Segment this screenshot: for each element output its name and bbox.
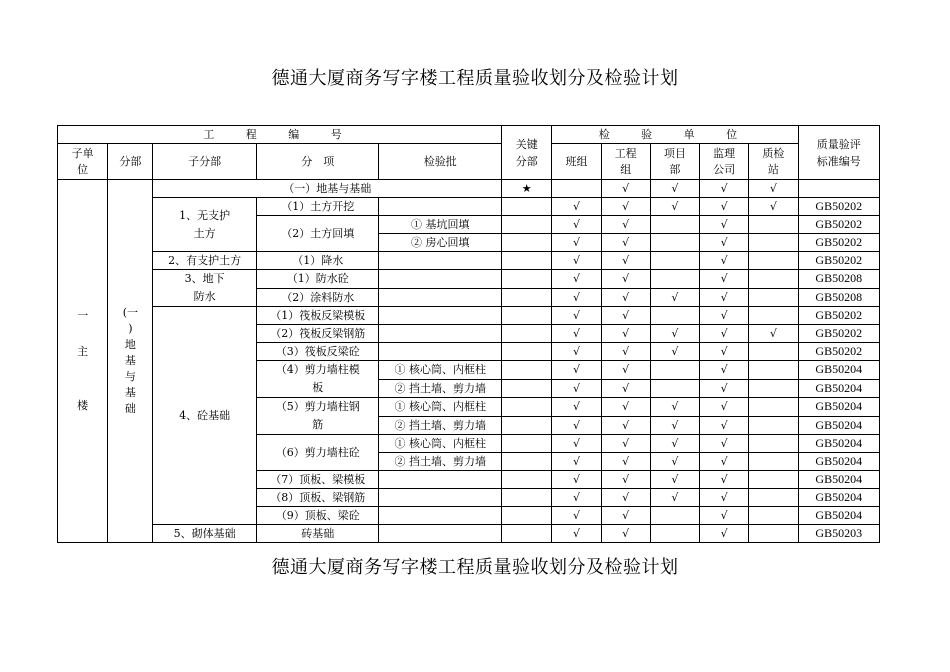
item-cell: （4）剪力墙柱模 板 [256, 361, 379, 398]
header-project-dept: 项目 部 [650, 144, 699, 180]
header-row-1 [58, 126, 880, 144]
batch-cell: ① 核心筒、内框柱 [379, 398, 502, 417]
batch-cell: ② 挡土墙、剪力墙 [379, 416, 502, 435]
check-mark: √ [601, 198, 650, 216]
table-row [58, 252, 880, 270]
check-mark: √ [552, 234, 601, 252]
check-mark: √ [552, 416, 601, 435]
standard-cell: GB50202 [798, 343, 879, 361]
check-mark: √ [650, 471, 699, 489]
check-mark: √ [552, 435, 601, 453]
sub-division-cell: 3、地下 防水 [153, 270, 256, 307]
check-mark: √ [552, 398, 601, 417]
check-mark: √ [552, 216, 601, 234]
division-cell: (一 ) 地 基 与 基 础 [108, 180, 153, 543]
check-mark: √ [700, 525, 749, 543]
check-mark: √ [601, 180, 650, 198]
check-mark: √ [552, 343, 601, 361]
header-row-2 [58, 144, 880, 180]
check-mark: √ [700, 307, 749, 325]
check-mark: √ [601, 453, 650, 471]
check-mark: √ [552, 325, 601, 343]
header-item: 分 项 [256, 144, 379, 180]
check-mark: √ [552, 198, 601, 216]
check-mark: √ [700, 180, 749, 198]
item-cell: （一）地基与基础 [153, 180, 502, 198]
check-mark: √ [749, 180, 798, 198]
header-sub-unit: 子单 位 [58, 144, 108, 180]
check-mark: √ [601, 525, 650, 543]
header-standard-number: 质量验评 标准编号 [798, 126, 879, 180]
standard-cell: GB50204 [798, 416, 879, 435]
standard-cell: GB50202 [798, 216, 879, 234]
table-row [58, 307, 880, 325]
item-cell: （3）筏板反梁砼 [256, 343, 379, 361]
check-mark: √ [700, 198, 749, 216]
header-supervision: 监理 公司 [700, 144, 749, 180]
item-cell: （8）顶板、梁钢筋 [256, 489, 379, 507]
check-mark: √ [601, 325, 650, 343]
check-mark: √ [650, 288, 699, 307]
standard-cell: GB50202 [798, 307, 879, 325]
standard-cell: GB50202 [798, 252, 879, 270]
check-mark: √ [650, 489, 699, 507]
check-mark: √ [700, 234, 749, 252]
item-cell: （1）土方开挖 [256, 198, 379, 216]
check-mark: √ [650, 325, 699, 343]
header-quality-station: 质检 站 [749, 144, 798, 180]
check-mark: √ [552, 471, 601, 489]
standard-cell: GB50202 [798, 234, 879, 252]
item-cell: （2）涂料防水 [256, 288, 379, 307]
check-mark: √ [700, 379, 749, 398]
check-mark: √ [700, 361, 749, 380]
batch-cell: ② 房心回填 [379, 234, 502, 252]
standard-cell: GB50204 [798, 507, 879, 525]
item-cell: （2）土方回填 [256, 216, 379, 252]
check-mark: √ [700, 489, 749, 507]
check-mark: √ [700, 270, 749, 289]
check-mark: √ [700, 471, 749, 489]
standard-cell: GB50204 [798, 489, 879, 507]
check-mark: √ [700, 288, 749, 307]
item-cell: （1）筏板反梁模板 [256, 307, 379, 325]
check-mark: √ [601, 471, 650, 489]
table-row [58, 198, 880, 216]
batch-cell: ② 挡土墙、剪力墙 [379, 453, 502, 471]
check-mark: √ [601, 252, 650, 270]
batch-cell: ① 核心筒、内框柱 [379, 361, 502, 380]
check-mark: √ [552, 307, 601, 325]
check-mark: √ [650, 180, 699, 198]
header-division: 分部 [108, 144, 153, 180]
check-mark: √ [650, 416, 699, 435]
item-cell: （1）防水砼 [256, 270, 379, 289]
inspection-plan-table [57, 125, 880, 543]
item-cell: （2）筏板反梁钢筋 [256, 325, 379, 343]
check-mark: √ [601, 435, 650, 453]
check-mark: √ [700, 435, 749, 453]
check-mark: √ [601, 234, 650, 252]
sub-division-cell: 5、砌体基础 [153, 525, 256, 543]
batch-cell: ② 挡土墙、剪力墙 [379, 379, 502, 398]
check-mark: √ [700, 343, 749, 361]
header-sub-division: 子分部 [153, 144, 256, 180]
check-mark: √ [700, 416, 749, 435]
sub-unit-cell: 一 主 楼 [58, 180, 108, 543]
header-key-division: 关键 分部 [502, 126, 552, 180]
check-mark: √ [552, 270, 601, 289]
sub-division-cell: 1、无支护 土方 [153, 198, 256, 252]
document-title-repeat: 德通大厦商务写字楼工程质量验收划分及检验计划 [271, 557, 679, 578]
check-mark: √ [700, 216, 749, 234]
table-row [58, 270, 880, 289]
check-mark: √ [601, 288, 650, 307]
document-title: 德通大厦商务写字楼工程质量验收划分及检验计划 [271, 68, 679, 89]
item-cell: （1）降水 [256, 252, 379, 270]
header-inspection-unit: 检 验 单 位 [552, 126, 798, 144]
check-mark: √ [601, 343, 650, 361]
standard-cell: GB50204 [798, 435, 879, 453]
key-star-cell: ★ [502, 180, 552, 198]
check-mark: √ [650, 398, 699, 417]
check-mark: √ [552, 525, 601, 543]
header-batch: 检验批 [379, 144, 502, 180]
table-row [58, 525, 880, 543]
sub-division-cell: 4、砼基础 [153, 307, 256, 525]
header-engineering-team: 工程 组 [601, 144, 650, 180]
item-cell: （5）剪力墙柱钢 筋 [256, 398, 379, 435]
check-mark: √ [601, 307, 650, 325]
item-cell: 砖基础 [256, 525, 379, 543]
check-mark: √ [601, 416, 650, 435]
check-mark: √ [552, 489, 601, 507]
sub-division-cell: 2、有支护土方 [153, 252, 256, 270]
check-mark: √ [552, 361, 601, 380]
header-engineering-number: 工 程 编 号 [58, 126, 502, 144]
check-mark: √ [601, 216, 650, 234]
check-mark: √ [700, 252, 749, 270]
standard-cell: GB50202 [798, 325, 879, 343]
check-mark: √ [552, 252, 601, 270]
standard-cell: GB50204 [798, 361, 879, 380]
check-mark: √ [700, 325, 749, 343]
standard-cell: GB50208 [798, 270, 879, 289]
check-mark: √ [700, 507, 749, 525]
batch-cell: ① 基坑回填 [379, 216, 502, 234]
check-mark: √ [650, 343, 699, 361]
check-mark: √ [650, 453, 699, 471]
standard-cell: GB50202 [798, 198, 879, 216]
standard-cell: GB50204 [798, 471, 879, 489]
check-mark: √ [650, 198, 699, 216]
standard-cell: GB50203 [798, 525, 879, 543]
check-mark: √ [700, 453, 749, 471]
check-mark: √ [650, 435, 699, 453]
header-team: 班组 [552, 144, 601, 180]
item-cell: （7）顶板、梁模板 [256, 471, 379, 489]
check-mark: √ [601, 379, 650, 398]
check-mark: √ [601, 489, 650, 507]
standard-cell: GB50208 [798, 288, 879, 307]
batch-cell: ① 核心筒、内框柱 [379, 435, 502, 453]
standard-cell: GB50204 [798, 398, 879, 417]
check-mark: √ [700, 398, 749, 417]
check-mark: √ [601, 361, 650, 380]
table-row [58, 180, 880, 198]
check-mark: √ [552, 288, 601, 307]
check-mark: √ [552, 379, 601, 398]
item-cell: （9）顶板、梁砼 [256, 507, 379, 525]
standard-cell: GB50204 [798, 379, 879, 398]
check-mark: √ [552, 453, 601, 471]
check-mark: √ [601, 398, 650, 417]
check-mark: √ [552, 507, 601, 525]
check-mark: √ [749, 325, 798, 343]
check-mark: √ [749, 198, 798, 216]
standard-cell: GB50204 [798, 453, 879, 471]
item-cell: （6）剪力墙柱砼 [256, 435, 379, 471]
check-mark: √ [601, 507, 650, 525]
check-mark: √ [601, 270, 650, 289]
